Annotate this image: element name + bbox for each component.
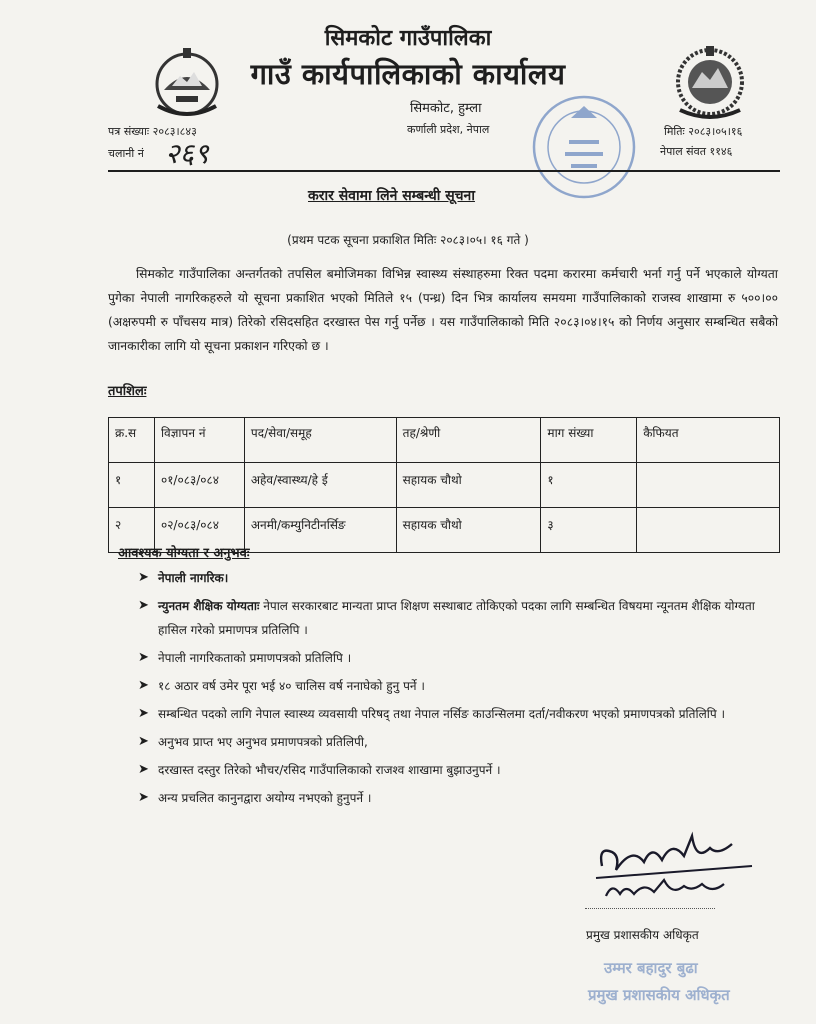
table-cell: १ [109, 463, 155, 508]
requirements-list [138, 566, 778, 814]
details-title: तपशिलः [108, 384, 147, 399]
date-nepal-sambat: नेपाल संवत ११४६ [660, 145, 733, 158]
requirement-text: दरखास्त दस्तुर तिरेको भौचर/रसिद गाउँपालिकाको राजश्व शाखामा बुझाउनुपर्ने । [158, 763, 501, 777]
seal-officer-role: प्रमुख प्रशासकीय अधिकृत [588, 986, 730, 1004]
list-item [138, 730, 778, 754]
requirement-text: नेपाली नागरिकताको प्रमाणपत्रको प्रतिलिपि । [158, 651, 352, 665]
requirements-title: आवश्यक योग्यता र अनुभवः [118, 546, 250, 561]
signatory-role: प्रमुख प्रशासकीय अधिकृत [586, 928, 699, 942]
address-line1: सिमकोट, हुम्ला [410, 101, 482, 116]
column-header: क्र.स [109, 418, 155, 463]
column-header: तह/श्रेणी [396, 418, 541, 463]
dispatch-label: चलानी नं [108, 147, 144, 160]
arrow-bullet-icon: ➤ [138, 762, 149, 777]
table-cell: सहायक चौथो [396, 508, 541, 553]
list-item [138, 758, 778, 782]
date-bs: मितिः २०८३।०५।१६ [664, 125, 743, 138]
arrow-bullet-icon: ➤ [138, 650, 149, 665]
arrow-bullet-icon: ➤ [138, 734, 149, 749]
requirement-text: अन्य प्रचलित कानुनद्वारा अयोग्य नभएको हुनुपर्ने । [158, 791, 372, 805]
handwritten-signature [592, 826, 762, 906]
column-header: विज्ञापन नं [154, 418, 244, 463]
table-cell: ०१/०८३/०८४ [154, 463, 244, 508]
list-item [138, 702, 778, 726]
table-row [109, 463, 780, 508]
municipality-name: सिमकोट गाउँपालिका [324, 26, 492, 51]
column-header: पद/सेवा/समूह [244, 418, 396, 463]
header-divider [108, 170, 780, 172]
requirement-lead: नेपाली नागरिक। [158, 571, 229, 585]
office-name: गाउँ कार्यपालिकाको कार्यालय [250, 57, 566, 91]
dispatch-number: २६९ [165, 137, 209, 170]
requirement-text: नेपाल सरकारबाट मान्यता प्राप्त शिक्षण सस्थाबाट तोकिएको पदका लागि सम्बन्धित विषयमा न्यूनतम शैक्षिक योग्यता हासिल गरेको प्रमाणपत्र प्रतिलिपि । [158, 599, 755, 637]
table-cell [637, 463, 780, 508]
list-item [138, 594, 778, 642]
table-cell: सहायक चौथो [396, 463, 541, 508]
table-cell: अनमी/कम्युनिटीनर्सिङ [244, 508, 396, 553]
signature-line [585, 908, 715, 909]
requirement-lead: न्युनतम शैक्षिक योग्यताः [158, 599, 260, 613]
arrow-bullet-icon: ➤ [138, 678, 149, 693]
column-header: माग संख्या [541, 418, 637, 463]
requirement-text: १८ अठार वर्ष उमेर पूरा भई ४० चालिस वर्ष ननाघेको हुनु पर्ने । [158, 679, 425, 693]
table-header-row [109, 418, 780, 463]
reference-number: पत्र संख्याः २०८३।८४३ [108, 125, 197, 138]
notice-heading: करार सेवामा लिने सम्बन्धी सूचना [308, 188, 475, 204]
requirement-text: सम्बन्धित पदको लागि नेपाल स्वास्थ्य व्यवसायी परिषद् तथा नेपाल नर्सिङ काउन्सिलमा दर्ता/नवीकरण भएको प्रमाणपत्रको प्रतिलिपि । [158, 707, 726, 721]
seal-officer-name: उम्मर बहादुर बुढा [604, 959, 698, 977]
arrow-bullet-icon: ➤ [138, 598, 149, 613]
table-cell: १ [541, 463, 637, 508]
arrow-bullet-icon: ➤ [138, 570, 149, 585]
table-cell [637, 508, 780, 553]
list-item [138, 674, 778, 698]
list-item [138, 566, 778, 590]
office-stamp [525, 88, 643, 206]
table-cell: २ [109, 508, 155, 553]
table-cell: अहेव/स्वास्थ्य/हे ई [244, 463, 396, 508]
arrow-bullet-icon: ➤ [138, 790, 149, 805]
column-header: कैफियत [637, 418, 780, 463]
notice-body: सिमकोट गाउँपालिका अन्तर्गतको तपसिल बमोजिमका विभिन्न स्वास्थ्य संस्थाहरुमा रिक्त पदमा करारमा कर्मचारी भर्ना गर्नु पर्ने भएकाले योग्यता पुगेका नेपाली नागरिकहरुले यो सूचना प्रकाशित भएको मितिले १५ (पन्ध्र) दिन भित्र कार्यालय समयमा गाउँपालिकाको राजस्व शाखामा रु ५००।०० (अक्षरुपमी रु पाँचसय मात्र) तिरेको रसिदसहित दरखास्त पेस गर्नु पर्नेछ । यस गाउँपालिकाको मिति २०८३।०४।१५ को निर्णय अनुसार सम्बन्धित सबैको जानकारीका लागि यो सूचना प्रकाशन गरिएको छ । [108, 267, 778, 353]
list-item [138, 646, 778, 670]
table-cell: ०२/०८३/०८४ [154, 508, 244, 553]
arrow-bullet-icon: ➤ [138, 706, 149, 721]
notice-subheading: (प्रथम पटक सूचना प्रकाशित मितिः २०८३।०५। १६ गते ) [287, 233, 529, 247]
address-line2: कर्णाली प्रदेश, नेपाल [407, 123, 490, 136]
vacancy-table [108, 417, 780, 553]
table-cell: ३ [541, 508, 637, 553]
requirement-text: अनुभव प्राप्त भए अनुभव प्रमाणपत्रको प्रतिलिपी, [158, 735, 368, 749]
list-item [138, 786, 778, 810]
